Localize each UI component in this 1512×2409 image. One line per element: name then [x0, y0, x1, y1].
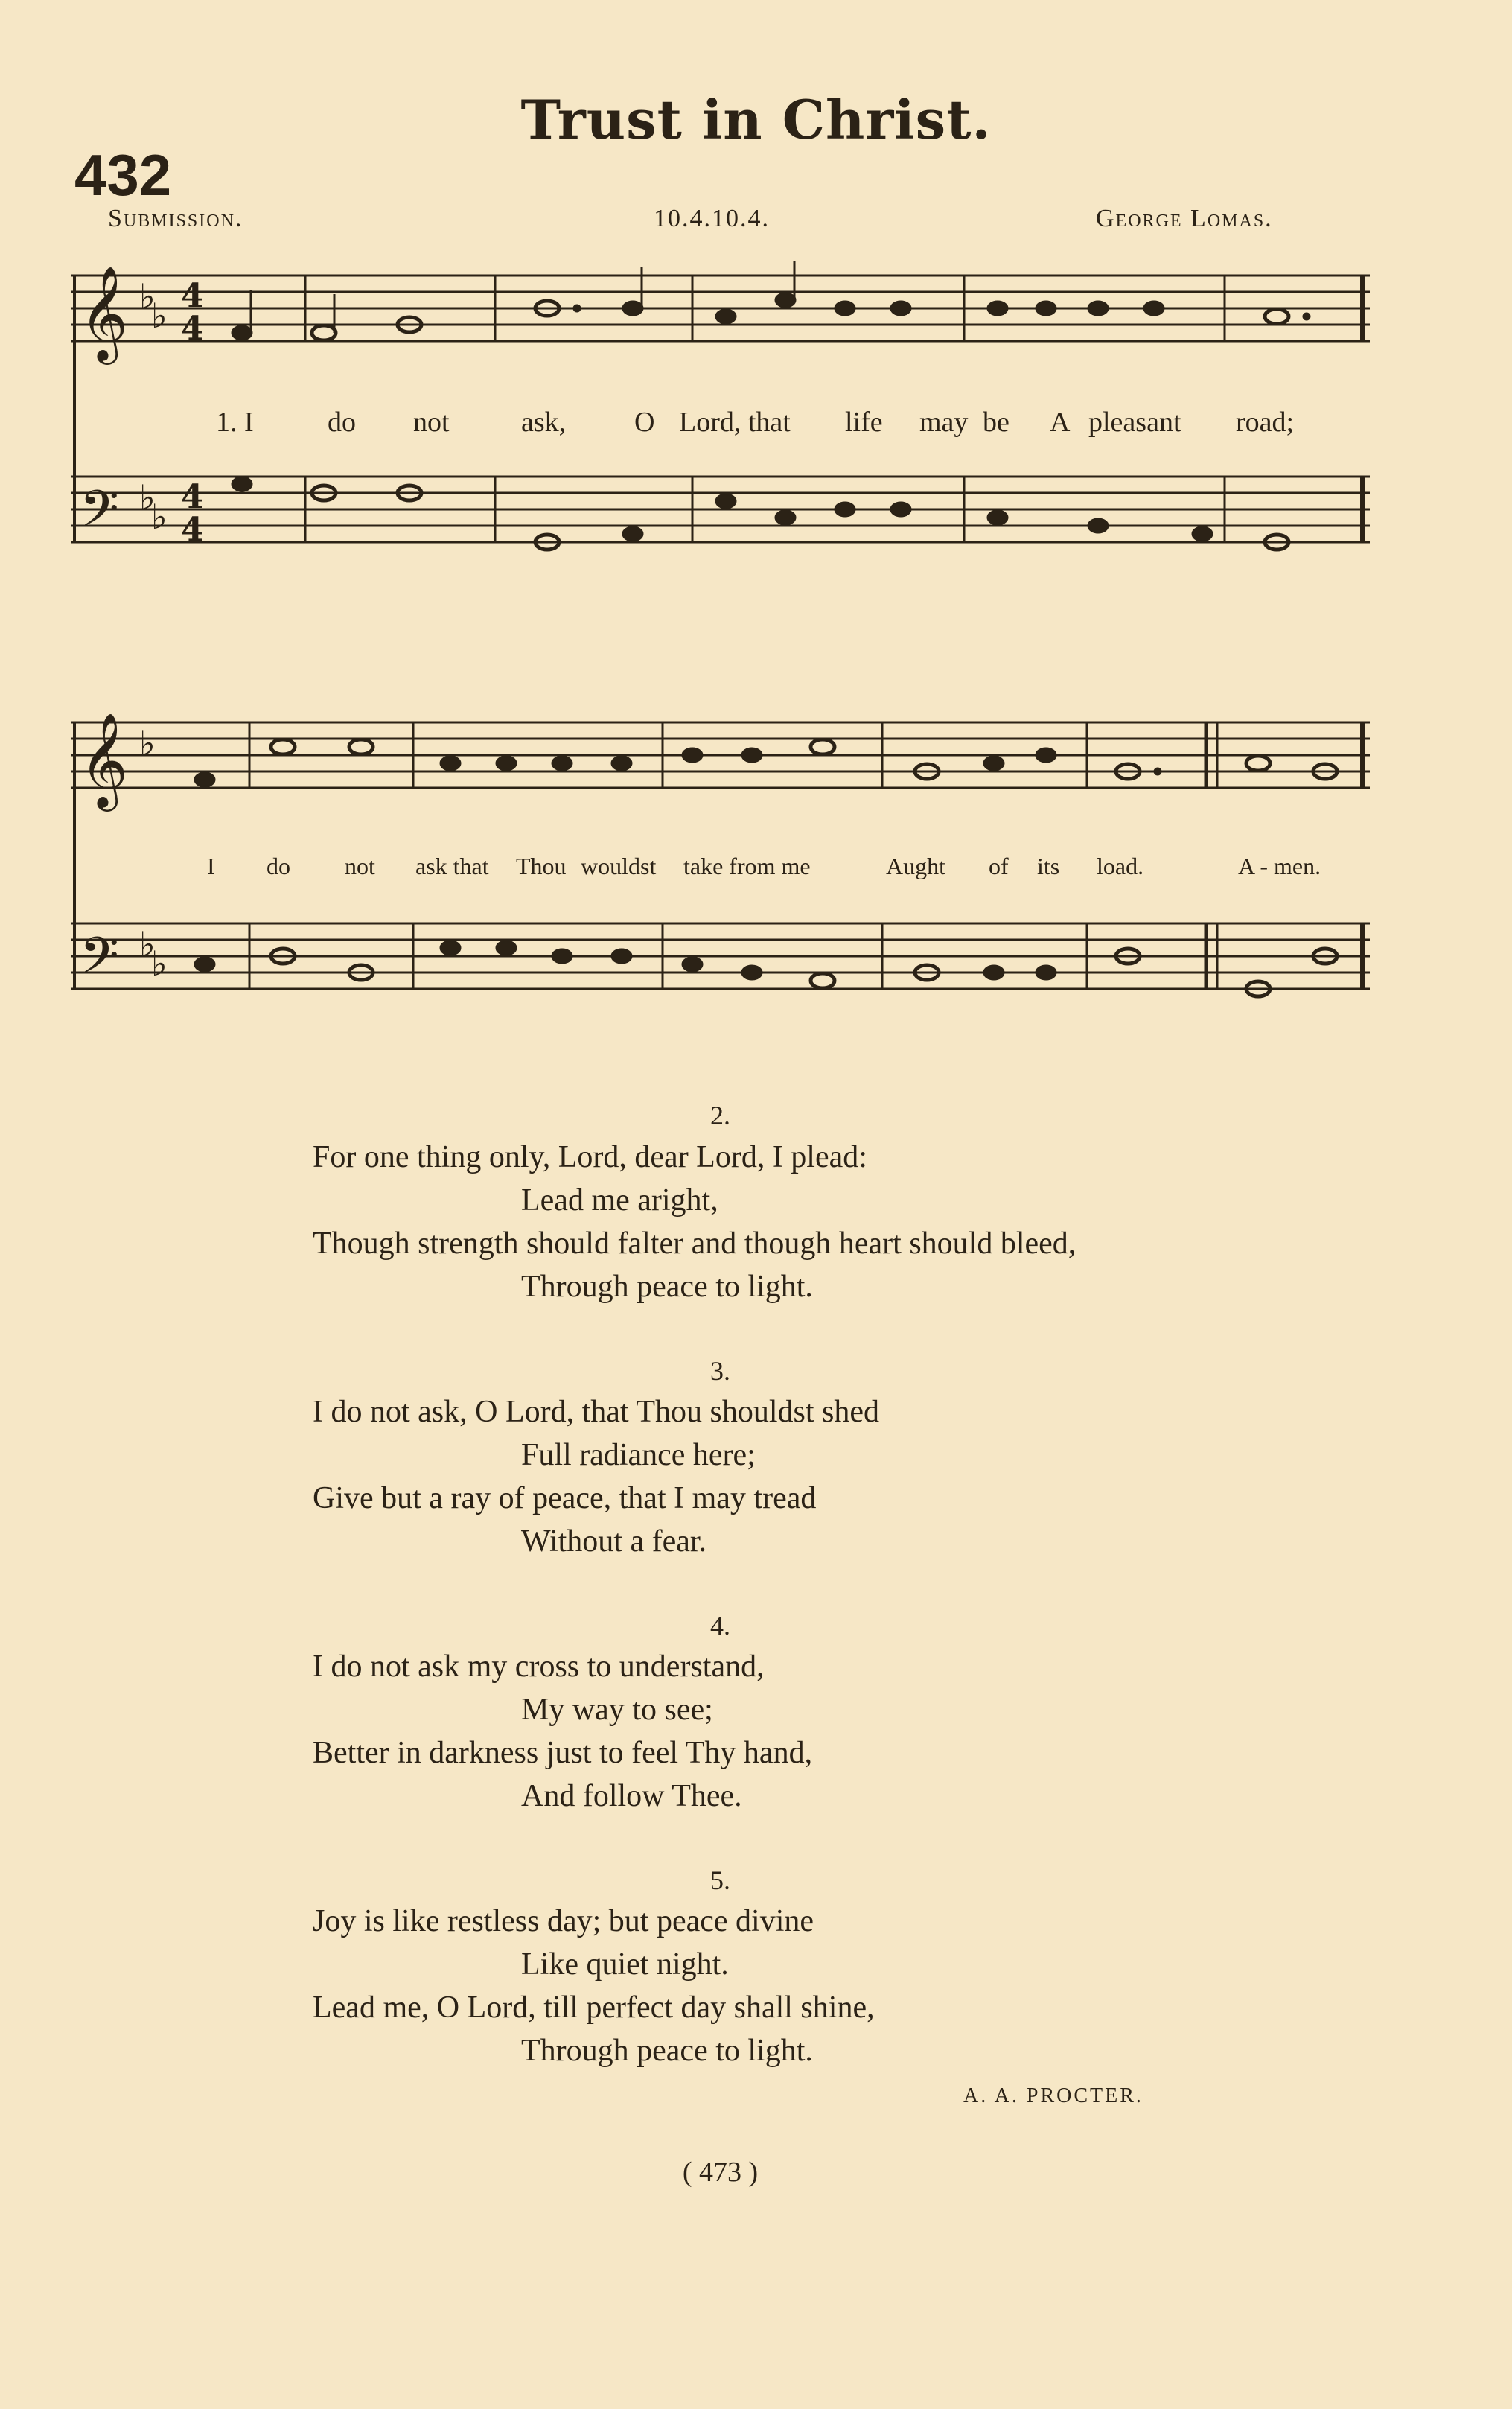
- lyric-word: be: [983, 407, 1009, 438]
- stanza-number: 4.: [710, 1611, 730, 1641]
- verse-line: Lead me, O Lord, till perfect day shall shine,: [313, 1990, 875, 2025]
- composer: George Lomas.: [1096, 205, 1273, 232]
- verse-line: Lead me aright,: [521, 1183, 718, 1218]
- stanza-number: 2.: [710, 1101, 730, 1130]
- tune-name: Submission.: [108, 205, 243, 232]
- lyric-word: wouldst: [581, 853, 657, 879]
- verse-line: Though strength should falter and though heart should bleed,: [313, 1226, 1076, 1261]
- lyric-word: not: [345, 853, 375, 879]
- author-attribution: A. A. PROCTER.: [963, 2084, 1143, 2107]
- hymn-title: Trust in Christ.: [520, 88, 992, 151]
- svg-text:𝄢: 𝄢: [80, 927, 119, 998]
- lyric-word: ask,: [521, 407, 567, 438]
- lyric-word: life: [845, 407, 883, 438]
- page-number: ( 473 ): [682, 2157, 759, 2188]
- lyric-word: O: [634, 407, 655, 438]
- svg-text:♭: ♭: [139, 723, 156, 763]
- verse-line: I do not ask my cross to understand,: [313, 1649, 765, 1684]
- verse-line: Full radiance here;: [521, 1438, 756, 1472]
- svg-text:𝄢: 𝄢: [80, 480, 119, 551]
- lyric-word: load.: [1097, 853, 1144, 879]
- lyric-word: not: [413, 407, 450, 438]
- verse-line: My way to see;: [521, 1693, 713, 1727]
- lyric-word: of: [989, 853, 1009, 879]
- lyric-word: ask that: [415, 853, 489, 879]
- verse-line: Without a fear.: [521, 1524, 707, 1559]
- lyric-word: road;: [1236, 407, 1295, 438]
- svg-text:4: 4: [181, 511, 204, 549]
- meter: 10.4.10.4.: [654, 205, 770, 232]
- lyric-word: I: [207, 853, 215, 879]
- lyric-word: its: [1037, 853, 1060, 879]
- svg-text:♭: ♭: [151, 296, 168, 336]
- lyric-word: 1. I: [216, 407, 254, 438]
- svg-text:♭: ♭: [139, 477, 156, 518]
- svg-text:♭: ♭: [151, 497, 168, 537]
- lyric-word: do: [267, 853, 290, 879]
- svg-text:4: 4: [181, 277, 204, 315]
- verse-line: Better in darkness just to feel Thy hand,: [313, 1736, 813, 1770]
- lyric-word: Lord, that: [679, 407, 791, 438]
- lyric-word: pleasant: [1088, 407, 1181, 438]
- lyric-word: do: [328, 407, 356, 438]
- verse-line: I do not ask, O Lord, that Thou shouldst shed: [313, 1395, 880, 1429]
- lyric-word: may: [919, 407, 969, 438]
- verse-line: Like quiet night.: [521, 1947, 729, 1982]
- svg-text:4: 4: [181, 310, 204, 348]
- verse-line: And follow Thee.: [521, 1779, 742, 1813]
- lyric-word: Thou: [516, 853, 567, 879]
- stanza-number: 3.: [710, 1356, 730, 1386]
- svg-text:4: 4: [181, 478, 204, 516]
- stanza-number: 5.: [710, 1865, 730, 1895]
- svg-text:♭: ♭: [139, 276, 156, 316]
- verse-line: Joy is like restless day; but peace divine: [313, 1904, 814, 1938]
- lyric-word: A: [1050, 407, 1071, 438]
- verse-line: For one thing only, Lord, dear Lord, I plead:: [313, 1140, 867, 1174]
- svg-text:𝄞: 𝄞: [80, 712, 129, 807]
- svg-text:𝄞: 𝄞: [80, 265, 129, 360]
- verse-line: Through peace to light.: [521, 2034, 813, 2068]
- lyric-word: A - men.: [1238, 853, 1321, 879]
- svg-text:♭: ♭: [139, 924, 156, 964]
- verse-line: Give but a ray of peace, that I may tread: [313, 1481, 817, 1515]
- verse-line: Through peace to light.: [521, 1270, 813, 1304]
- lyric-word: take from me: [683, 853, 811, 879]
- hymn-number: 432: [74, 142, 172, 208]
- lyric-word: Aught: [886, 853, 945, 879]
- svg-text:♭: ♭: [151, 943, 168, 984]
